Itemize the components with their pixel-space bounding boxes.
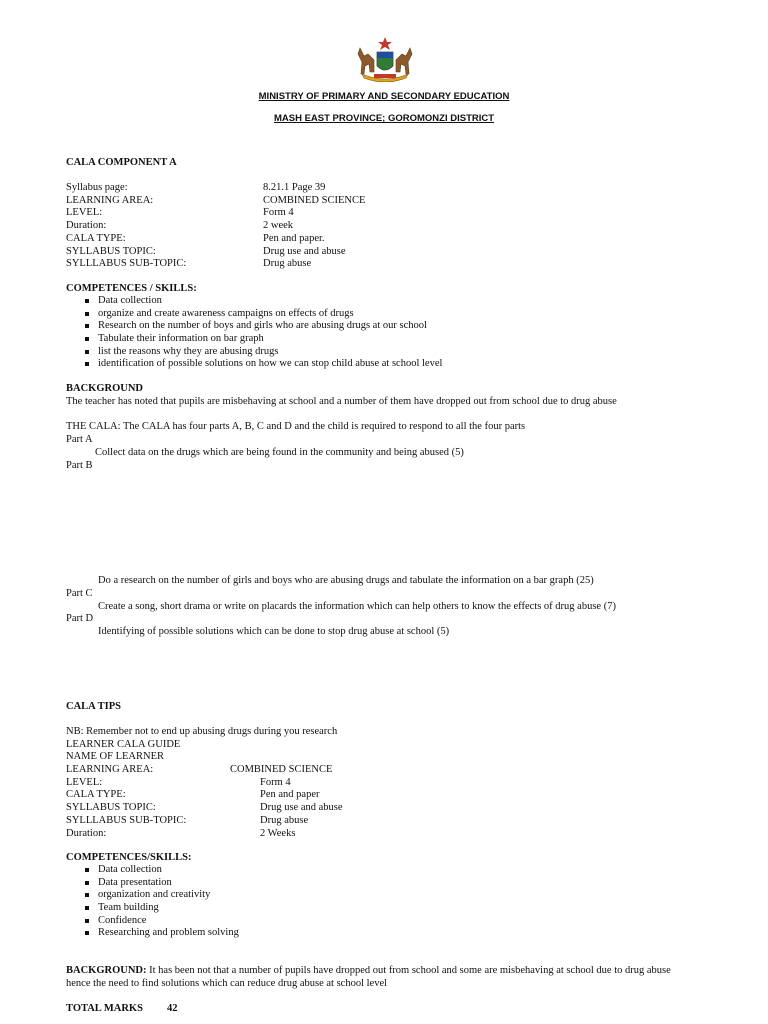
tips-title: CALA TIPS [66, 701, 121, 712]
competences-list [98, 295, 442, 371]
list-item: Confidence [98, 915, 239, 928]
list-item: Research on the number of boys and girls who are abusing drugs at our school [98, 320, 442, 333]
tips-competences-list [98, 864, 239, 940]
list-item: Data presentation [98, 877, 239, 890]
part-b-text: Do a research on the number of girls and boys who are abusing drugs and tabulate the information on a bar graph (25) [98, 575, 594, 586]
total-marks-label: TOTAL MARKS [66, 1003, 143, 1014]
learner-name: NAME OF LEARNER [66, 751, 165, 762]
cala-intro: THE CALA: The CALA has four parts A, B, C and D and the child is required to respond to all the four parts [66, 421, 526, 432]
list-item: identification of possible solutions on how we can stop child abuse at school level [98, 358, 443, 370]
component-a-title: CALA COMPONENT A [66, 157, 177, 168]
province-heading: MASH EAST PROVINCE; GOROMONZI DISTRICT [273, 113, 495, 124]
list-item: organize and create awareness campaigns on effects of drugs [98, 308, 442, 321]
part-b-label: Part B [66, 460, 93, 471]
list-item: list the reasons why they are abusing drugs [98, 346, 442, 359]
list-item: organization and creativity [98, 889, 239, 902]
part-a-label: Part A [66, 434, 93, 445]
list-item: Data collection [98, 864, 239, 877]
list-item: Researching and problem solving [98, 927, 239, 939]
coat-of-arms-emblem [352, 36, 418, 82]
tips-background-line1: It has been not that a number of pupils have dropped out from school and some are misbehaving at school due to drug abuse [146, 965, 671, 976]
tips-nb: NB: Remember not to end up abusing drugs during you research [66, 726, 338, 737]
list-item: Data collection [98, 295, 442, 308]
part-d-text: Identifying of possible solutions which can be done to stop drug abuse at school (5) [98, 626, 450, 637]
total-marks-value: 42 [167, 1003, 178, 1014]
tips-background-line2: hence the need to find solutions which can reduce drug abuse at school level [66, 978, 388, 989]
list-item: Team building [98, 902, 239, 915]
part-a-text: Collect data on the drugs which are being found in the community and being abused (5) [95, 447, 464, 458]
competences-title: COMPETENCES / SKILLS: [66, 283, 197, 294]
list-item: Tabulate their information on bar graph [98, 333, 442, 346]
part-c-label: Part C [66, 588, 93, 599]
background-title: BACKGROUND [66, 383, 144, 394]
tips-background [66, 965, 671, 976]
tips-background-label: BACKGROUND: [66, 965, 147, 976]
background-text: The teacher has noted that pupils are misbehaving at school and a number of them have dropped out from school due to drug abuse [66, 396, 617, 407]
part-c-text: Create a song, short drama or write on placards the information which can help others to know the effects of drug abuse (7) [98, 601, 616, 612]
part-d-label: Part D [66, 613, 94, 624]
learner-guide: LEARNER CALA GUIDE [66, 739, 181, 750]
ministry-heading: MINISTRY OF PRIMARY AND SECONDARY EDUCATION [258, 91, 510, 102]
tips-competences-title: COMPETENCES/SKILLS: [66, 852, 192, 863]
